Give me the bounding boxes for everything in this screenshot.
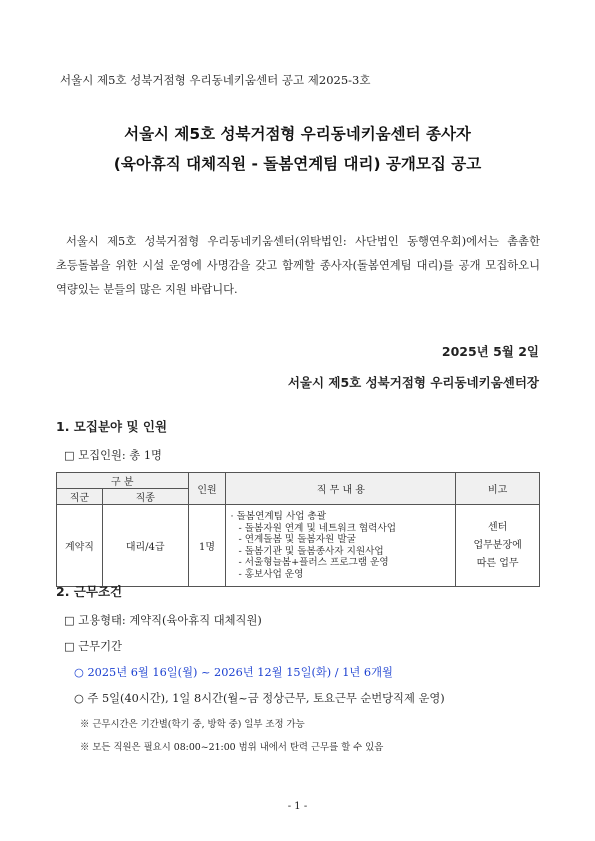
intro-paragraph: 서울시 제5호 성북거점형 우리동네키움센터(위탁법인: 사단법인 동행연우회)에서는 촘촘한 초등돌봄을 위한 시설 운영에 사명감을 갖고 함께할 종사자(돌봄연계팀 대리)를 공개 모집하오니 역량있는 분들의 많은 지원 바랍니다. xyxy=(56,235,540,296)
section-heading-conditions: 2. 근무조건 xyxy=(56,584,123,599)
work-hours: ○ 주 5일(40시간), 1일 8시간(월~금 정상근무, 토요근무 순번당직제 운영) xyxy=(74,692,445,705)
note-hours-adjust: ※ 근무시간은 기간별(학기 중, 방학 중) 일부 조정 가능 xyxy=(80,719,305,730)
cell-remark xyxy=(456,505,540,587)
section-heading-recruitment: 1. 모집분야 및 인원 xyxy=(56,419,168,434)
organization-name: 서울시 제5호 성북거점형 우리동네키움센터장 xyxy=(287,375,539,390)
duty-item: - 서울형늘봄+플러스 프로그램 운영 xyxy=(238,557,389,568)
remark-line: 업무분장에 xyxy=(473,539,522,551)
duty-item: - 홍보사업 운영 xyxy=(238,568,304,580)
header-count: 인원 xyxy=(188,473,226,505)
remark-line: 따른 업무 xyxy=(476,557,519,569)
table-header-row xyxy=(57,473,540,489)
duty-item: · 돌봄연계팀 사업 총괄 xyxy=(230,511,327,522)
header-group: 구 분 xyxy=(57,473,189,489)
header-duties: 직 무 내 용 xyxy=(226,473,456,505)
remark-line: 센터 xyxy=(487,521,508,533)
table-row xyxy=(57,505,540,587)
page-title-line2: (육아휴직 대체직원 - 돌봄연계팀 대리) 공개모집 공고 xyxy=(113,155,482,173)
duty-item: - 돌봄자원 연계 및 네트워크 협력사업 xyxy=(238,522,396,534)
employment-type: □ 고용형태: 계약직(육아휴직 대체직원) xyxy=(64,614,262,627)
cell-type: 계약직 xyxy=(57,505,103,587)
page-number: - 1 - xyxy=(287,801,308,812)
note-flexible-work: ※ 모든 직원은 필요시 08:00~21:00 범위 내에서 탄력 근무를 할 수 있음 xyxy=(80,742,384,753)
work-period-label: □ 근무기간 xyxy=(64,640,122,653)
recruitment-table xyxy=(56,472,540,587)
recruit-count: □ 모집인원: 총 1명 xyxy=(64,449,162,462)
notice-number: 서울시 제5호 성북거점형 우리동네키움센터 공고 제2025-3호 xyxy=(60,73,371,87)
cell-count: 1명 xyxy=(188,505,226,587)
page-title-line1: 서울시 제5호 성북거점형 우리동네키움센터 종사자 xyxy=(124,125,471,143)
cell-duties xyxy=(226,505,456,587)
duty-item: - 연계돌봄 및 돌봄자원 발굴 xyxy=(238,534,356,545)
duty-item: - 돌봄기관 및 돌봄종사자 지원사업 xyxy=(238,545,384,557)
header-rank: 직종 xyxy=(102,489,188,505)
header-remark: 비고 xyxy=(456,473,540,505)
announcement-date: 2025년 5월 2일 xyxy=(441,344,539,359)
work-period-value: ○ 2025년 6월 16일(월) ~ 2026년 12월 15일(화) / 1년 6개월 xyxy=(74,666,393,679)
cell-rank: 대리/4급 xyxy=(102,505,188,587)
header-type: 직군 xyxy=(57,489,103,505)
